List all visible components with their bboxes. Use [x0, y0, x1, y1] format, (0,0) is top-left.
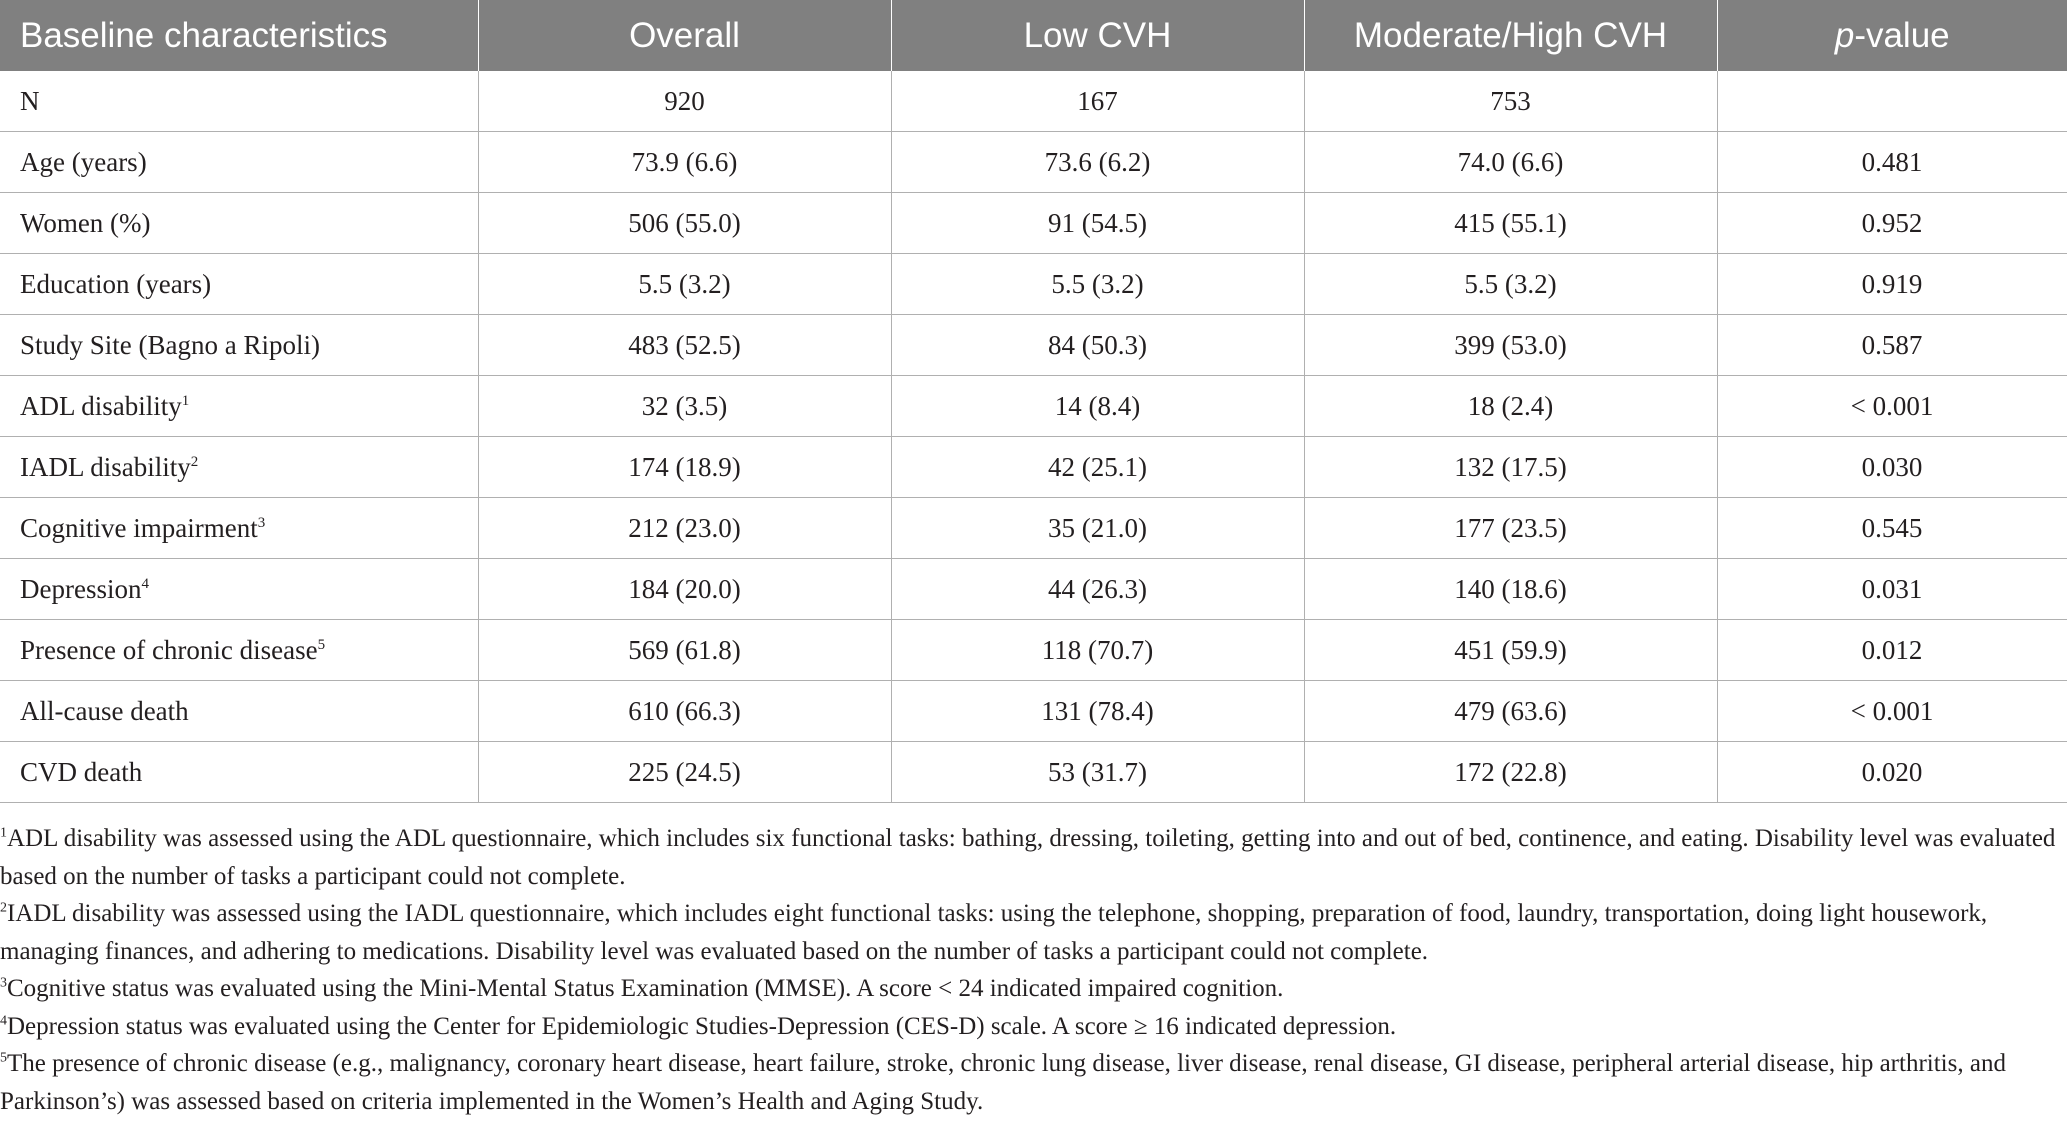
cell-low-cvh: 5.5 (3.2) — [891, 254, 1304, 315]
footnote-marker: 1 — [0, 825, 7, 841]
cell-p-value: 0.031 — [1717, 559, 2067, 620]
table-row — [0, 71, 2067, 132]
row-label-text: IADL disability — [20, 451, 191, 482]
row-label — [0, 620, 478, 681]
table-header — [0, 0, 2067, 71]
footnote — [0, 895, 2060, 970]
row-label — [0, 742, 478, 803]
cell-moderate-high-cvh: 18 (2.4) — [1304, 376, 1717, 437]
table-body — [0, 71, 2067, 803]
cell-overall: 610 (66.3) — [478, 681, 891, 742]
row-label-text: All-cause death — [20, 695, 189, 726]
header-row — [0, 0, 2067, 71]
header-baseline-characteristics: Baseline characteristics — [0, 0, 478, 71]
cell-overall: 32 (3.5) — [478, 376, 891, 437]
cell-p-value: < 0.001 — [1717, 376, 2067, 437]
footnote-marker: 2 — [0, 900, 7, 916]
row-label-text: ADL disability — [20, 390, 182, 421]
row-label-text: CVD death — [20, 756, 143, 787]
cell-overall: 920 — [478, 71, 891, 132]
table-footnotes — [0, 820, 2060, 1120]
row-footnote-marker: 3 — [257, 514, 266, 531]
cell-p-value: 0.030 — [1717, 437, 2067, 498]
header-moderate-high-cvh: Moderate/High CVH — [1304, 0, 1717, 71]
cell-overall: 225 (24.5) — [478, 742, 891, 803]
row-label-text: Age (years) — [20, 146, 147, 177]
row-label-text: Study Site (Bagno a Ripoli) — [20, 329, 320, 360]
cell-moderate-high-cvh: 415 (55.1) — [1304, 193, 1717, 254]
table-row — [0, 498, 2067, 559]
row-label — [0, 681, 478, 742]
row-footnote-marker: 4 — [141, 575, 149, 592]
footnote-text: The presence of chronic disease (e.g., malignancy, coronary heart disease, heart failure, stroke, chronic lung disease, liver disease, renal disease, GI disease, peripheral arterial disease, hip arthritis, and Parkinson’s) was assessed based on criteria implemented in the Women’s Health and Aging Study. — [0, 1050, 2006, 1115]
table-row — [0, 559, 2067, 620]
row-label — [0, 437, 478, 498]
row-label-text: Cognitive impairment — [20, 512, 258, 543]
row-footnote-marker: 5 — [317, 636, 326, 653]
cell-p-value: 0.020 — [1717, 742, 2067, 803]
table-row — [0, 132, 2067, 193]
cell-overall: 174 (18.9) — [478, 437, 891, 498]
cell-p-value: 0.012 — [1717, 620, 2067, 681]
cell-overall: 506 (55.0) — [478, 193, 891, 254]
table-row — [0, 254, 2067, 315]
cell-moderate-high-cvh: 172 (22.8) — [1304, 742, 1717, 803]
footnote — [0, 820, 2060, 895]
cell-overall: 483 (52.5) — [478, 315, 891, 376]
footnote — [0, 1045, 2060, 1120]
cell-low-cvh: 167 — [891, 71, 1304, 132]
cell-low-cvh: 131 (78.4) — [891, 681, 1304, 742]
cell-low-cvh: 35 (21.0) — [891, 498, 1304, 559]
row-label — [0, 132, 478, 193]
table-row — [0, 681, 2067, 742]
cell-moderate-high-cvh: 5.5 (3.2) — [1304, 254, 1717, 315]
cell-p-value: < 0.001 — [1717, 681, 2067, 742]
header-p-italic: p — [1834, 15, 1855, 55]
footnote — [0, 970, 2060, 1008]
row-footnote-marker: 1 — [181, 392, 190, 409]
row-label — [0, 254, 478, 315]
footnote-marker: 5 — [0, 1050, 7, 1066]
cell-moderate-high-cvh: 399 (53.0) — [1304, 315, 1717, 376]
header-overall: Overall — [478, 0, 891, 71]
cell-low-cvh: 91 (54.5) — [891, 193, 1304, 254]
cell-overall: 569 (61.8) — [478, 620, 891, 681]
cell-overall: 184 (20.0) — [478, 559, 891, 620]
cell-moderate-high-cvh: 74.0 (6.6) — [1304, 132, 1717, 193]
table-row — [0, 376, 2067, 437]
row-label-text: Depression — [20, 573, 142, 604]
cell-overall: 212 (23.0) — [478, 498, 891, 559]
table-row — [0, 193, 2067, 254]
cell-low-cvh: 84 (50.3) — [891, 315, 1304, 376]
row-label — [0, 376, 478, 437]
cell-moderate-high-cvh: 132 (17.5) — [1304, 437, 1717, 498]
cell-low-cvh: 53 (31.7) — [891, 742, 1304, 803]
footnote-text: ADL disability was assessed using the ADL questionnaire, which includes six functional tasks: bathing, dressing, toileting, getting into and out of bed, continence, and eating. Disability level was evaluated based on the number of tasks a participant could not complete. — [0, 825, 2056, 890]
row-footnote-marker: 2 — [190, 453, 199, 470]
cell-p-value: 0.481 — [1717, 132, 2067, 193]
table-row — [0, 315, 2067, 376]
table-row — [0, 437, 2067, 498]
row-label-text: Presence of chronic disease — [20, 634, 318, 665]
table-row — [0, 620, 2067, 681]
cell-p-value: 0.545 — [1717, 498, 2067, 559]
cell-low-cvh: 42 (25.1) — [891, 437, 1304, 498]
footnote-text: IADL disability was assessed using the IADL questionnaire, which includes eight functional tasks: using the telephone, shopping, preparation of food, laundry, transportation, doing light housework, managing finances, and adhering to medications. Disability level was evaluated based on the number of tasks a participant could not complete. — [0, 900, 1988, 965]
cell-moderate-high-cvh: 451 (59.9) — [1304, 620, 1717, 681]
row-label — [0, 559, 478, 620]
footnote-marker: 4 — [0, 1013, 7, 1029]
row-label — [0, 193, 478, 254]
cell-p-value: 0.587 — [1717, 315, 2067, 376]
cell-p-value: 0.919 — [1717, 254, 2067, 315]
cell-overall: 73.9 (6.6) — [478, 132, 891, 193]
header-p-value — [1717, 0, 2067, 71]
cell-overall: 5.5 (3.2) — [478, 254, 891, 315]
cell-low-cvh: 14 (8.4) — [891, 376, 1304, 437]
cell-moderate-high-cvh: 140 (18.6) — [1304, 559, 1717, 620]
footnote-text: Depression status was evaluated using the Center for Epidemiologic Studies-Depression (CES-D) scale. A score ≥ 16 indicated depression. — [7, 1012, 1397, 1040]
row-label — [0, 498, 478, 559]
footnote-text: Cognitive status was evaluated using the Mini-Mental Status Examination (MMSE). A score < 24 indicated impaired cognition. — [7, 975, 1284, 1002]
cell-p-value: 0.952 — [1717, 193, 2067, 254]
cell-p-value — [1717, 71, 2067, 132]
header-low-cvh: Low CVH — [891, 0, 1304, 71]
row-label — [0, 71, 478, 132]
cell-low-cvh: 44 (26.3) — [891, 559, 1304, 620]
row-label-text: Education (years) — [20, 268, 212, 299]
cell-low-cvh: 118 (70.7) — [891, 620, 1304, 681]
cell-moderate-high-cvh: 753 — [1304, 71, 1717, 132]
header-p-rest: -value — [1854, 15, 1950, 55]
cell-moderate-high-cvh: 177 (23.5) — [1304, 498, 1717, 559]
cell-low-cvh: 73.6 (6.2) — [891, 132, 1304, 193]
table-row — [0, 742, 2067, 803]
row-label-text: Women (%) — [20, 207, 151, 238]
cell-moderate-high-cvh: 479 (63.6) — [1304, 681, 1717, 742]
row-label — [0, 315, 478, 376]
footnote — [0, 1008, 2060, 1046]
footnote-marker: 3 — [0, 975, 7, 991]
row-label-text: N — [20, 85, 40, 116]
